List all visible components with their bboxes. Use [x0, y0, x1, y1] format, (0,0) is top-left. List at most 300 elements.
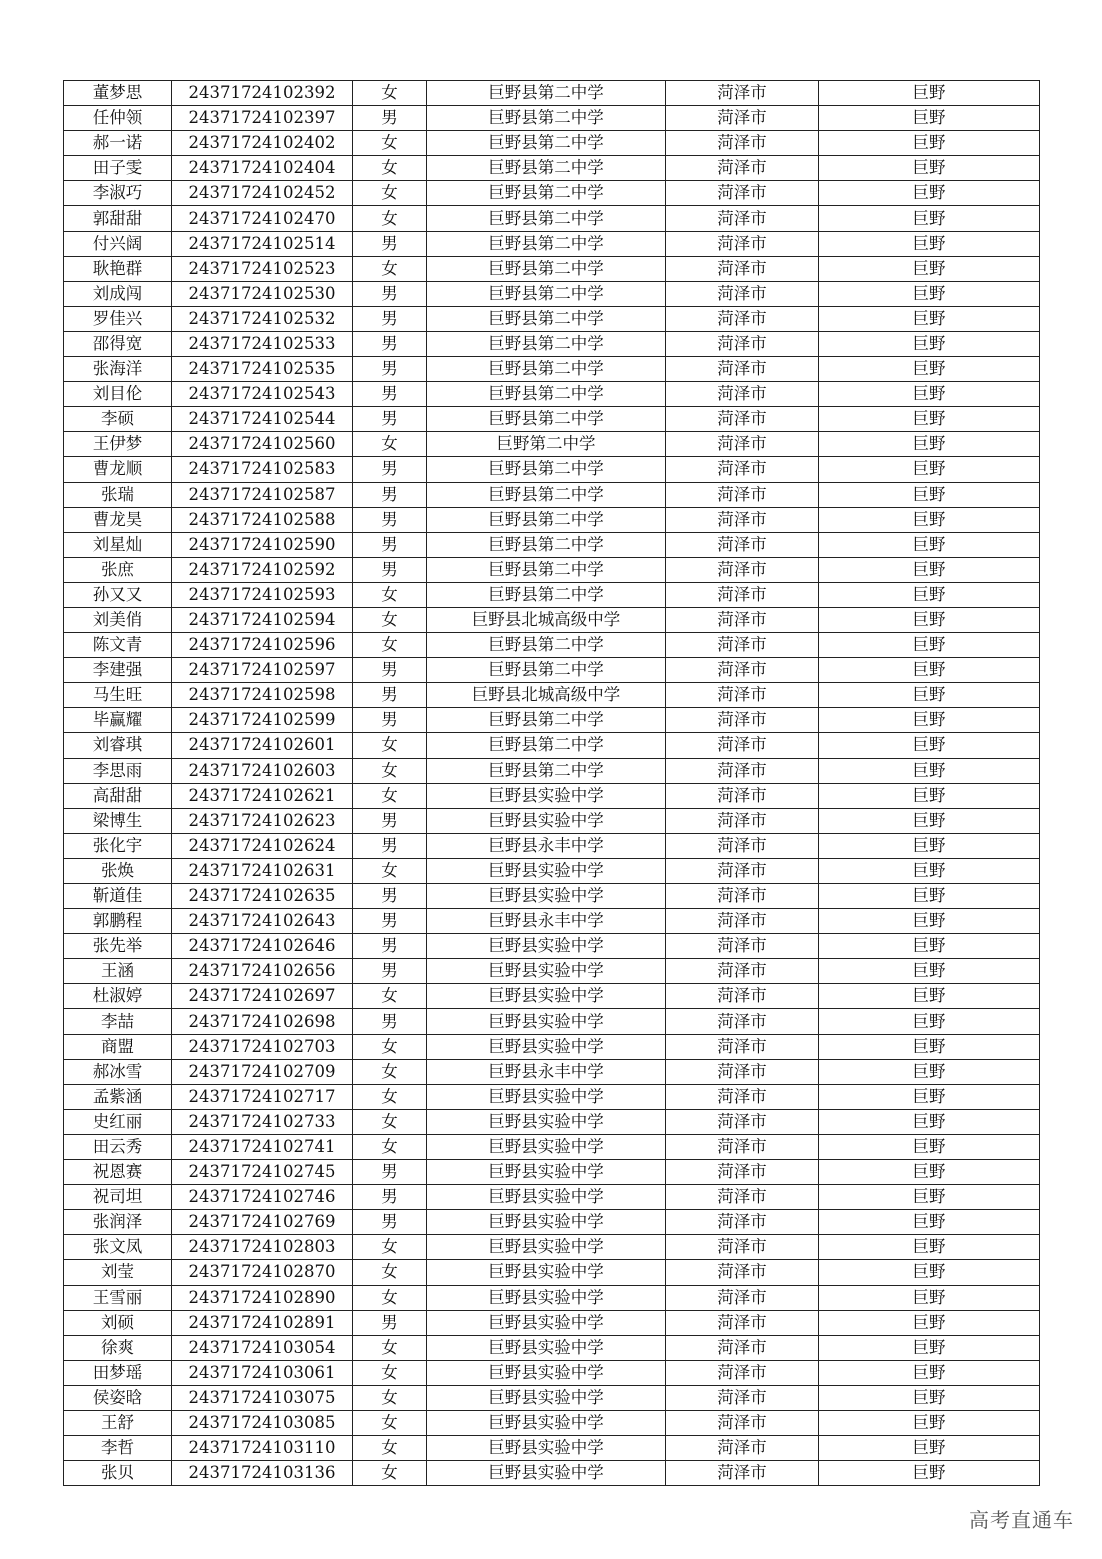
student-name-cell: 郝冰雪 — [64, 1059, 172, 1084]
school-cell: 巨野县北城高级中学 — [427, 683, 666, 708]
city-cell: 菏泽市 — [666, 808, 819, 833]
exam-number-cell: 24371724102397 — [172, 106, 353, 131]
gender-cell: 女 — [353, 1285, 427, 1310]
table-row — [64, 1235, 1040, 1260]
school-cell: 巨野县第二中学 — [427, 658, 666, 683]
table-row — [64, 1260, 1040, 1285]
exam-number-cell: 24371724102544 — [172, 407, 353, 432]
city-cell: 菏泽市 — [666, 1461, 819, 1486]
county-cell: 巨野 — [819, 1360, 1040, 1385]
gender-cell: 女 — [353, 1385, 427, 1410]
city-cell: 菏泽市 — [666, 557, 819, 582]
county-cell: 巨野 — [819, 306, 1040, 331]
city-cell: 菏泽市 — [666, 607, 819, 632]
exam-number-cell: 24371724102709 — [172, 1059, 353, 1084]
exam-number-cell: 24371724103061 — [172, 1360, 353, 1385]
gender-cell: 女 — [353, 1260, 427, 1285]
school-cell: 巨野县第二中学 — [427, 733, 666, 758]
table-row — [64, 858, 1040, 883]
county-cell: 巨野 — [819, 1335, 1040, 1360]
county-cell: 巨野 — [819, 557, 1040, 582]
city-cell: 菏泽市 — [666, 482, 819, 507]
exam-number-cell: 24371724102543 — [172, 382, 353, 407]
student-name-cell: 刘美俏 — [64, 607, 172, 632]
table-row — [64, 281, 1040, 306]
county-cell: 巨野 — [819, 382, 1040, 407]
gender-cell: 女 — [353, 783, 427, 808]
city-cell: 菏泽市 — [666, 633, 819, 658]
school-cell: 巨野县第二中学 — [427, 181, 666, 206]
county-cell: 巨野 — [819, 1461, 1040, 1486]
county-cell: 巨野 — [819, 1009, 1040, 1034]
school-cell: 巨野县实验中学 — [427, 808, 666, 833]
school-cell: 巨野县实验中学 — [427, 1285, 666, 1310]
city-cell: 菏泽市 — [666, 457, 819, 482]
exam-number-cell: 24371724102769 — [172, 1210, 353, 1235]
table-row — [64, 783, 1040, 808]
city-cell: 菏泽市 — [666, 181, 819, 206]
county-cell: 巨野 — [819, 1059, 1040, 1084]
student-name-cell: 高甜甜 — [64, 783, 172, 808]
county-cell: 巨野 — [819, 582, 1040, 607]
school-cell: 巨野县实验中学 — [427, 1109, 666, 1134]
gender-cell: 女 — [353, 1235, 427, 1260]
student-name-cell: 毕赢耀 — [64, 708, 172, 733]
gender-cell: 男 — [353, 1160, 427, 1185]
school-cell: 巨野县实验中学 — [427, 1084, 666, 1109]
gender-cell: 男 — [353, 658, 427, 683]
school-cell: 巨野县第二中学 — [427, 382, 666, 407]
exam-number-cell: 24371724102470 — [172, 206, 353, 231]
county-cell: 巨野 — [819, 106, 1040, 131]
city-cell: 菏泽市 — [666, 959, 819, 984]
school-cell: 巨野县实验中学 — [427, 1410, 666, 1435]
student-name-cell: 李淑巧 — [64, 181, 172, 206]
county-cell: 巨野 — [819, 733, 1040, 758]
table-row — [64, 306, 1040, 331]
school-cell: 巨野县第二中学 — [427, 231, 666, 256]
table-row — [64, 482, 1040, 507]
student-name-cell: 罗佳兴 — [64, 306, 172, 331]
exam-number-cell: 24371724103085 — [172, 1410, 353, 1435]
exam-number-cell: 24371724103136 — [172, 1461, 353, 1486]
city-cell: 菏泽市 — [666, 1009, 819, 1034]
table-row — [64, 206, 1040, 231]
table-row — [64, 432, 1040, 457]
city-cell: 菏泽市 — [666, 1160, 819, 1185]
school-cell: 巨野县第二中学 — [427, 482, 666, 507]
school-cell: 巨野县第二中学 — [427, 106, 666, 131]
gender-cell: 男 — [353, 1210, 427, 1235]
school-cell: 巨野县实验中学 — [427, 984, 666, 1009]
school-cell: 巨野县实验中学 — [427, 1235, 666, 1260]
city-cell: 菏泽市 — [666, 658, 819, 683]
table-row — [64, 231, 1040, 256]
school-cell: 巨野县实验中学 — [427, 1310, 666, 1335]
gender-cell: 男 — [353, 683, 427, 708]
city-cell: 菏泽市 — [666, 281, 819, 306]
student-name-cell: 张庶 — [64, 557, 172, 582]
student-name-cell: 张瑞 — [64, 482, 172, 507]
table-row — [64, 181, 1040, 206]
gender-cell: 女 — [353, 81, 427, 106]
exam-number-cell: 24371724102745 — [172, 1160, 353, 1185]
student-name-cell: 耿艳群 — [64, 256, 172, 281]
gender-cell: 男 — [353, 507, 427, 532]
school-cell: 巨野县永丰中学 — [427, 909, 666, 934]
county-cell: 巨野 — [819, 658, 1040, 683]
student-name-cell: 祝司坦 — [64, 1185, 172, 1210]
exam-number-cell: 24371724102560 — [172, 432, 353, 457]
school-cell: 巨野县实验中学 — [427, 884, 666, 909]
student-name-cell: 张润泽 — [64, 1210, 172, 1235]
exam-number-cell: 24371724102404 — [172, 156, 353, 181]
exam-number-cell: 24371724102599 — [172, 708, 353, 733]
gender-cell: 女 — [353, 131, 427, 156]
exam-number-cell: 24371724102402 — [172, 131, 353, 156]
county-cell: 巨野 — [819, 507, 1040, 532]
city-cell: 菏泽市 — [666, 256, 819, 281]
county-cell: 巨野 — [819, 331, 1040, 356]
table-row — [64, 1310, 1040, 1335]
table-row — [64, 557, 1040, 582]
student-name-cell: 张化宇 — [64, 833, 172, 858]
gender-cell: 女 — [353, 758, 427, 783]
student-name-cell: 刘星灿 — [64, 532, 172, 557]
table-row — [64, 1360, 1040, 1385]
county-cell: 巨野 — [819, 909, 1040, 934]
school-cell: 巨野县第二中学 — [427, 633, 666, 658]
county-cell: 巨野 — [819, 758, 1040, 783]
table-row — [64, 833, 1040, 858]
student-name-cell: 郭甜甜 — [64, 206, 172, 231]
county-cell: 巨野 — [819, 1160, 1040, 1185]
city-cell: 菏泽市 — [666, 231, 819, 256]
county-cell: 巨野 — [819, 131, 1040, 156]
school-cell: 巨野县第二中学 — [427, 131, 666, 156]
school-cell: 巨野县永丰中学 — [427, 1059, 666, 1084]
gender-cell: 女 — [353, 256, 427, 281]
gender-cell: 女 — [353, 633, 427, 658]
county-cell: 巨野 — [819, 156, 1040, 181]
gender-cell: 女 — [353, 1461, 427, 1486]
exam-number-cell: 24371724102452 — [172, 181, 353, 206]
exam-number-cell: 24371724103075 — [172, 1385, 353, 1410]
table-row — [64, 106, 1040, 131]
city-cell: 菏泽市 — [666, 106, 819, 131]
gender-cell: 女 — [353, 156, 427, 181]
county-cell: 巨野 — [819, 1436, 1040, 1461]
exam-number-cell: 24371724102533 — [172, 331, 353, 356]
exam-number-cell: 24371724103054 — [172, 1335, 353, 1360]
gender-cell: 男 — [353, 231, 427, 256]
exam-number-cell: 24371724102592 — [172, 557, 353, 582]
exam-number-cell: 24371724102598 — [172, 683, 353, 708]
school-cell: 巨野县实验中学 — [427, 1360, 666, 1385]
exam-number-cell: 24371724102717 — [172, 1084, 353, 1109]
student-name-cell: 孙又又 — [64, 582, 172, 607]
school-cell: 巨野县实验中学 — [427, 1335, 666, 1360]
student-name-cell: 田云秀 — [64, 1134, 172, 1159]
gender-cell: 女 — [353, 1360, 427, 1385]
city-cell: 菏泽市 — [666, 858, 819, 883]
county-cell: 巨野 — [819, 457, 1040, 482]
table-row — [64, 457, 1040, 482]
school-cell: 巨野县实验中学 — [427, 1034, 666, 1059]
gender-cell: 男 — [353, 808, 427, 833]
county-cell: 巨野 — [819, 1109, 1040, 1134]
student-name-cell: 曹龙顺 — [64, 457, 172, 482]
table-row — [64, 708, 1040, 733]
student-name-cell: 徐爽 — [64, 1335, 172, 1360]
city-cell: 菏泽市 — [666, 1360, 819, 1385]
table-row — [64, 1436, 1040, 1461]
exam-number-cell: 24371724102535 — [172, 357, 353, 382]
county-cell: 巨野 — [819, 934, 1040, 959]
student-name-cell: 任仲领 — [64, 106, 172, 131]
table-row — [64, 1210, 1040, 1235]
table-row — [64, 733, 1040, 758]
table-row — [64, 934, 1040, 959]
table-row — [64, 131, 1040, 156]
school-cell: 巨野县第二中学 — [427, 557, 666, 582]
school-cell: 巨野县第二中学 — [427, 507, 666, 532]
student-name-cell: 王伊梦 — [64, 432, 172, 457]
gender-cell: 男 — [353, 457, 427, 482]
gender-cell: 女 — [353, 1059, 427, 1084]
exam-number-cell: 24371724102530 — [172, 281, 353, 306]
school-cell: 巨野县第二中学 — [427, 357, 666, 382]
table-row — [64, 507, 1040, 532]
gender-cell: 男 — [353, 357, 427, 382]
exam-number-cell: 24371724102532 — [172, 306, 353, 331]
exam-number-cell: 24371724102392 — [172, 81, 353, 106]
city-cell: 菏泽市 — [666, 532, 819, 557]
roster-table-body — [64, 81, 1040, 1486]
student-name-cell: 董梦思 — [64, 81, 172, 106]
exam-number-cell: 24371724102588 — [172, 507, 353, 532]
school-cell: 巨野县第二中学 — [427, 206, 666, 231]
school-cell: 巨野县实验中学 — [427, 1210, 666, 1235]
county-cell: 巨野 — [819, 1034, 1040, 1059]
school-cell: 巨野县实验中学 — [427, 1385, 666, 1410]
student-name-cell: 付兴阔 — [64, 231, 172, 256]
county-cell: 巨野 — [819, 1310, 1040, 1335]
exam-number-cell: 24371724102703 — [172, 1034, 353, 1059]
gender-cell: 男 — [353, 306, 427, 331]
student-name-cell: 张焕 — [64, 858, 172, 883]
school-cell: 巨野县实验中学 — [427, 1260, 666, 1285]
city-cell: 菏泽市 — [666, 432, 819, 457]
school-cell: 巨野县第二中学 — [427, 306, 666, 331]
exam-number-cell: 24371724102741 — [172, 1134, 353, 1159]
county-cell: 巨野 — [819, 81, 1040, 106]
gender-cell: 男 — [353, 1310, 427, 1335]
student-name-cell: 李硕 — [64, 407, 172, 432]
exam-number-cell: 24371724102643 — [172, 909, 353, 934]
county-cell: 巨野 — [819, 1385, 1040, 1410]
school-cell: 巨野县第二中学 — [427, 457, 666, 482]
school-cell: 巨野县实验中学 — [427, 1436, 666, 1461]
gender-cell: 男 — [353, 331, 427, 356]
county-cell: 巨野 — [819, 683, 1040, 708]
county-cell: 巨野 — [819, 256, 1040, 281]
exam-number-cell: 24371724102601 — [172, 733, 353, 758]
student-name-cell: 张文凤 — [64, 1235, 172, 1260]
exam-number-cell: 24371724102523 — [172, 256, 353, 281]
gender-cell: 男 — [353, 934, 427, 959]
table-row — [64, 1461, 1040, 1486]
exam-number-cell: 24371724102733 — [172, 1109, 353, 1134]
student-name-cell: 郝一诺 — [64, 131, 172, 156]
table-row — [64, 357, 1040, 382]
table-row — [64, 1009, 1040, 1034]
school-cell: 巨野县北城高级中学 — [427, 607, 666, 632]
student-name-cell: 杜淑婷 — [64, 984, 172, 1009]
gender-cell: 男 — [353, 382, 427, 407]
school-cell: 巨野县实验中学 — [427, 858, 666, 883]
table-row — [64, 884, 1040, 909]
table-row — [64, 582, 1040, 607]
school-cell: 巨野县第二中学 — [427, 156, 666, 181]
school-cell: 巨野县第二中学 — [427, 532, 666, 557]
county-cell: 巨野 — [819, 884, 1040, 909]
school-cell: 巨野县实验中学 — [427, 1160, 666, 1185]
student-name-cell: 李哲 — [64, 1436, 172, 1461]
city-cell: 菏泽市 — [666, 1210, 819, 1235]
city-cell: 菏泽市 — [666, 331, 819, 356]
exam-number-cell: 24371724102597 — [172, 658, 353, 683]
table-row — [64, 532, 1040, 557]
student-name-cell: 田子雯 — [64, 156, 172, 181]
student-name-cell: 张先举 — [64, 934, 172, 959]
table-row — [64, 1034, 1040, 1059]
gender-cell: 男 — [353, 482, 427, 507]
school-cell: 巨野县第二中学 — [427, 758, 666, 783]
student-name-cell: 孟紫涵 — [64, 1084, 172, 1109]
gender-cell: 女 — [353, 607, 427, 632]
school-cell: 巨野第二中学 — [427, 432, 666, 457]
exam-number-cell: 24371724102698 — [172, 1009, 353, 1034]
school-cell: 巨野县第二中学 — [427, 407, 666, 432]
county-cell: 巨野 — [819, 783, 1040, 808]
city-cell: 菏泽市 — [666, 1385, 819, 1410]
city-cell: 菏泽市 — [666, 934, 819, 959]
school-cell: 巨野县实验中学 — [427, 1185, 666, 1210]
exam-number-cell: 24371724102623 — [172, 808, 353, 833]
city-cell: 菏泽市 — [666, 357, 819, 382]
gender-cell: 女 — [353, 733, 427, 758]
exam-number-cell: 24371724102890 — [172, 1285, 353, 1310]
gender-cell: 女 — [353, 1410, 427, 1435]
table-row — [64, 984, 1040, 1009]
gender-cell: 女 — [353, 1084, 427, 1109]
student-name-cell: 史红丽 — [64, 1109, 172, 1134]
gender-cell: 男 — [353, 959, 427, 984]
county-cell: 巨野 — [819, 1185, 1040, 1210]
school-cell: 巨野县实验中学 — [427, 783, 666, 808]
school-cell: 巨野县第二中学 — [427, 582, 666, 607]
student-name-cell: 刘成闯 — [64, 281, 172, 306]
table-row — [64, 683, 1040, 708]
school-cell: 巨野县第二中学 — [427, 281, 666, 306]
exam-number-cell: 24371724102603 — [172, 758, 353, 783]
county-cell: 巨野 — [819, 357, 1040, 382]
city-cell: 菏泽市 — [666, 407, 819, 432]
gender-cell: 男 — [353, 708, 427, 733]
gender-cell: 男 — [353, 1185, 427, 1210]
table-row — [64, 1160, 1040, 1185]
city-cell: 菏泽市 — [666, 1260, 819, 1285]
student-name-cell: 曹龙昊 — [64, 507, 172, 532]
city-cell: 菏泽市 — [666, 1235, 819, 1260]
table-row — [64, 1059, 1040, 1084]
exam-number-cell: 24371724102514 — [172, 231, 353, 256]
exam-number-cell: 24371724102891 — [172, 1310, 353, 1335]
school-cell: 巨野县第二中学 — [427, 331, 666, 356]
student-name-cell: 刘硕 — [64, 1310, 172, 1335]
student-name-cell: 陈文青 — [64, 633, 172, 658]
table-row — [64, 1109, 1040, 1134]
exam-number-cell: 24371724103110 — [172, 1436, 353, 1461]
city-cell: 菏泽市 — [666, 507, 819, 532]
county-cell: 巨野 — [819, 281, 1040, 306]
student-name-cell: 张海洋 — [64, 357, 172, 382]
city-cell: 菏泽市 — [666, 1134, 819, 1159]
table-row — [64, 1285, 1040, 1310]
student-name-cell: 梁博生 — [64, 808, 172, 833]
exam-number-cell: 24371724102621 — [172, 783, 353, 808]
county-cell: 巨野 — [819, 1210, 1040, 1235]
gender-cell: 女 — [353, 858, 427, 883]
table-row — [64, 633, 1040, 658]
city-cell: 菏泽市 — [666, 582, 819, 607]
student-name-cell: 郭鹏程 — [64, 909, 172, 934]
table-row — [64, 1385, 1040, 1410]
city-cell: 菏泽市 — [666, 1436, 819, 1461]
table-row — [64, 256, 1040, 281]
city-cell: 菏泽市 — [666, 833, 819, 858]
city-cell: 菏泽市 — [666, 1285, 819, 1310]
gender-cell: 男 — [353, 884, 427, 909]
exam-number-cell: 24371724102590 — [172, 532, 353, 557]
table-row — [64, 1410, 1040, 1435]
table-row — [64, 808, 1040, 833]
county-cell: 巨野 — [819, 1410, 1040, 1435]
gender-cell: 女 — [353, 1335, 427, 1360]
gender-cell: 女 — [353, 1436, 427, 1461]
table-row — [64, 909, 1040, 934]
county-cell: 巨野 — [819, 482, 1040, 507]
county-cell: 巨野 — [819, 231, 1040, 256]
county-cell: 巨野 — [819, 206, 1040, 231]
county-cell: 巨野 — [819, 1260, 1040, 1285]
county-cell: 巨野 — [819, 808, 1040, 833]
table-row — [64, 382, 1040, 407]
city-cell: 菏泽市 — [666, 1034, 819, 1059]
student-name-cell: 刘目伦 — [64, 382, 172, 407]
exam-number-cell: 24371724102646 — [172, 934, 353, 959]
city-cell: 菏泽市 — [666, 156, 819, 181]
roster-table-container — [63, 80, 1039, 1486]
table-row — [64, 1185, 1040, 1210]
table-row — [64, 331, 1040, 356]
county-cell: 巨野 — [819, 959, 1040, 984]
school-cell: 巨野县实验中学 — [427, 1009, 666, 1034]
gender-cell: 男 — [353, 1009, 427, 1034]
school-cell: 巨野县第二中学 — [427, 81, 666, 106]
gender-cell: 女 — [353, 206, 427, 231]
